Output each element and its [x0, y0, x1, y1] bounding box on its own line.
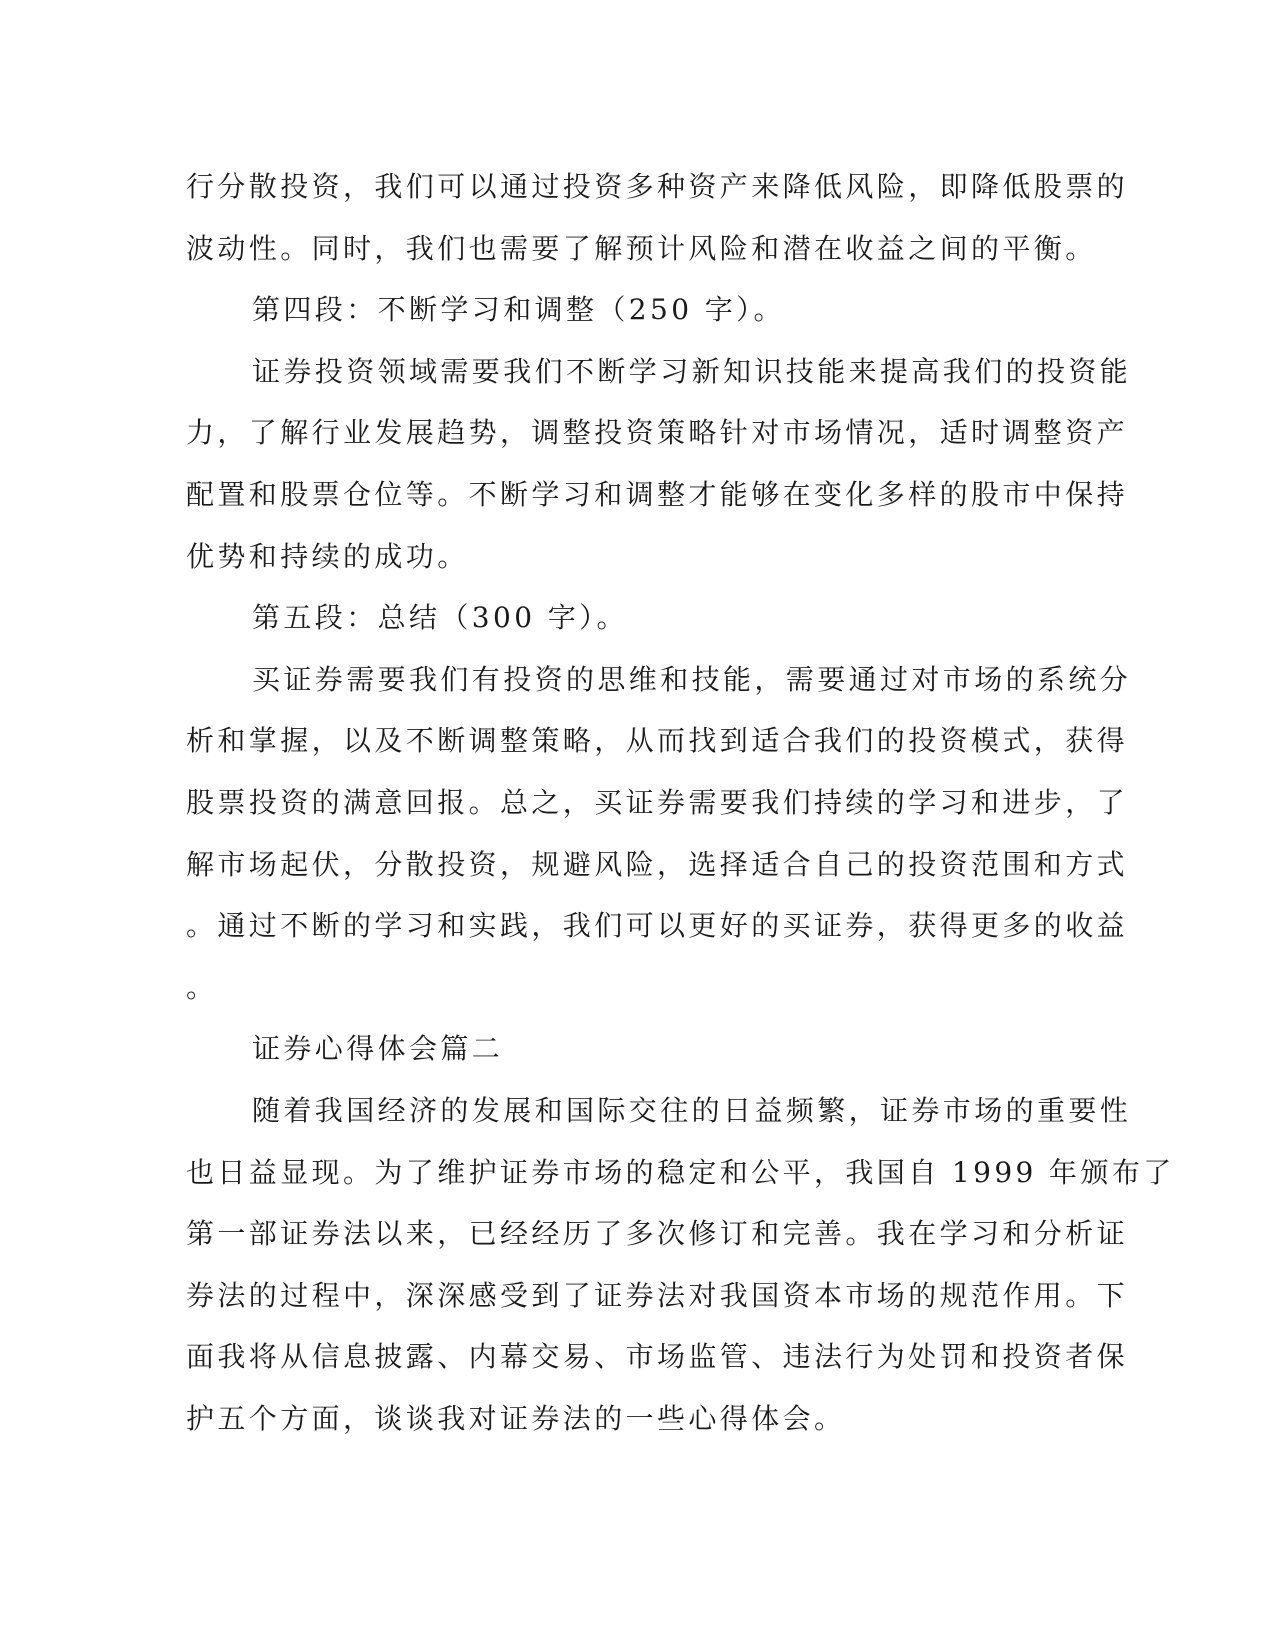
text-line: 力，了解行业发展趋势，调整投资策略针对市场情况，适时调整资产: [186, 416, 1129, 450]
text-line: 。通过不断的学习和实践，我们可以更好的买证券，获得更多的收益: [186, 909, 1129, 943]
text-line: 优势和持续的成功。: [186, 539, 469, 573]
text-line: 面我将从信息披露、内幕交易、市场监管、违法行为处罚和投资者保: [186, 1340, 1129, 1374]
text-line: 解市场起伏，分散投资，规避风险，选择适合自己的投资范围和方式: [186, 847, 1129, 881]
section-heading: 第四段：不断学习和调整（250 字）。: [252, 293, 785, 327]
text-line: 随着我国经济的发展和国际交往的日益频繁，证券市场的重要性: [252, 1093, 1132, 1127]
text-line: 配置和股票仓位等。不断学习和调整才能够在变化多样的股市中保持: [186, 477, 1129, 511]
text-line: 析和掌握，以及不断调整策略，从而找到适合我们的投资模式，获得: [186, 724, 1129, 758]
text-line: 股票投资的满意回报。总之，买证券需要我们持续的学习和进步，了: [186, 785, 1129, 819]
text-line: 证券投资领域需要我们不断学习新知识技能来提高我们的投资能: [252, 354, 1132, 388]
text-line: 行分散投资，我们可以通过投资多种资产来降低风险，即降低股票的: [186, 170, 1129, 203]
text-line: 第一部证券法以来，已经经历了多次修订和完善。我在学习和分析证: [186, 1217, 1129, 1251]
text-line: 也日益显现。为了维护证券市场的稳定和公平，我国自 1999 年颁布了: [186, 1155, 1175, 1189]
text-line: 。: [186, 970, 218, 1004]
document-text: [186, 156, 1175, 1449]
section-heading: 第五段：总结（300 字）。: [252, 601, 628, 635]
text-line: 买证券需要我们有投资的思维和技能，需要通过对市场的系统分: [252, 662, 1132, 696]
text-line: 券法的过程中，深深感受到了证券法对我国资本市场的规范作用。下: [186, 1278, 1129, 1312]
text-line: 波动性。同时，我们也需要了解预计风险和潜在收益之间的平衡。: [186, 231, 1097, 265]
section-heading: 证券心得体会篇二: [252, 1032, 504, 1066]
text-line: 护五个方面，谈谈我对证券法的一些心得体会。: [186, 1401, 846, 1435]
